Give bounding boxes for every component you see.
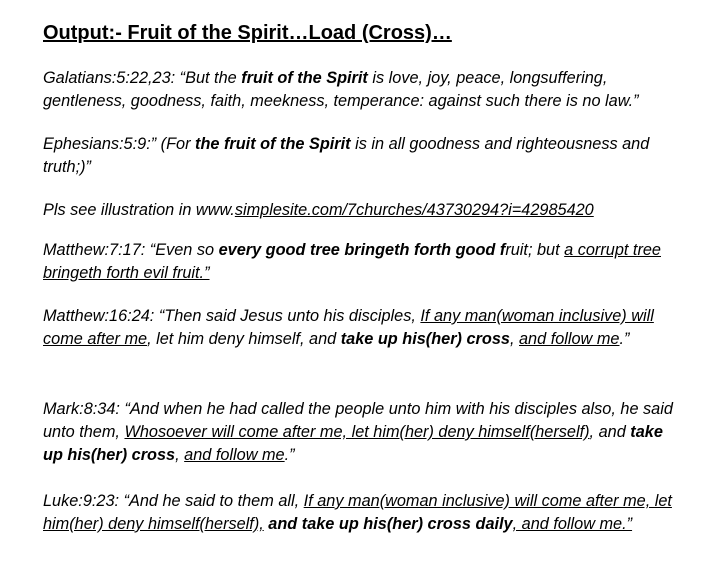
page-title: Output:- Fruit of the Spirit…Load (Cross)…	[43, 22, 452, 44]
verse-bold-text: take up his(her) cross	[340, 330, 510, 348]
verse-bold-text: every good tree bringeth forth good f	[218, 241, 506, 259]
verse-bold-text: take up his(her) cross	[43, 423, 663, 464]
verse-matthew-7-17	[43, 239, 683, 285]
verse-underlined-text: and follow me	[519, 330, 620, 348]
verse-underlined-text: If any man(woman inclusive) will come after me	[43, 307, 654, 348]
verse-underlined-text: and follow me	[184, 446, 285, 464]
verse-text: ruit; but	[505, 241, 565, 259]
verse-underlined-text: If any man(woman inclusive) will come after me, let him(her) deny himself(herself),	[43, 492, 672, 533]
verse-text: .”	[619, 330, 630, 348]
verse-ephesians	[43, 133, 683, 179]
illustration-note	[43, 199, 683, 222]
verse-underlined-text: , and follow me.”	[512, 515, 633, 533]
verse-matthew-16-24	[43, 305, 683, 351]
verse-galatians	[43, 67, 683, 113]
verse-text: Luke:9:23: “And he said to them all,	[43, 492, 304, 510]
verse-text: Galatians:5:22,23: “But the	[43, 69, 242, 87]
verse-bold-text: and take up his(her) cross daily	[263, 515, 513, 533]
verse-text: is in all goodness and righteousness and truth;)”	[43, 135, 650, 176]
verse-luke-9-23	[43, 490, 683, 536]
note-text: Pls see illustration in www.	[43, 201, 235, 219]
verse-text: Mark:8:34: “And when he had called the people unto him with his disciples also, he said unto them,	[43, 400, 673, 441]
verse-text: .”	[284, 446, 295, 464]
verse-underlined-text: a corrupt tree bringeth forth evil fruit.”	[43, 241, 661, 282]
verse-text: ,	[175, 446, 185, 464]
verse-bold-text: the fruit of the Spirit	[195, 135, 351, 153]
verse-text: Matthew:16:24: “Then said Jesus unto his disciples,	[43, 307, 421, 325]
verse-mark-8-34	[43, 398, 683, 467]
verse-text: is love, joy, peace, longsuffering, gentleness, goodness, faith, meekness, temperance: against such there is no law.”	[43, 69, 639, 110]
verse-text: , and	[589, 423, 631, 441]
verse-text: , let him deny himself, and	[147, 330, 341, 348]
illustration-link[interactable]: simplesite.com/7churches/43730294?i=42985420	[234, 201, 594, 219]
verse-text: Matthew:7:17: “Even so	[43, 241, 219, 259]
verse-text: ,	[509, 330, 519, 348]
verse-underlined-text: Whosoever will come after me, let him(her) deny himself(herself)	[124, 423, 590, 441]
verse-text: Ephesians:5:9:” (For	[43, 135, 196, 153]
verse-bold-text: fruit of the Spirit	[241, 69, 368, 87]
